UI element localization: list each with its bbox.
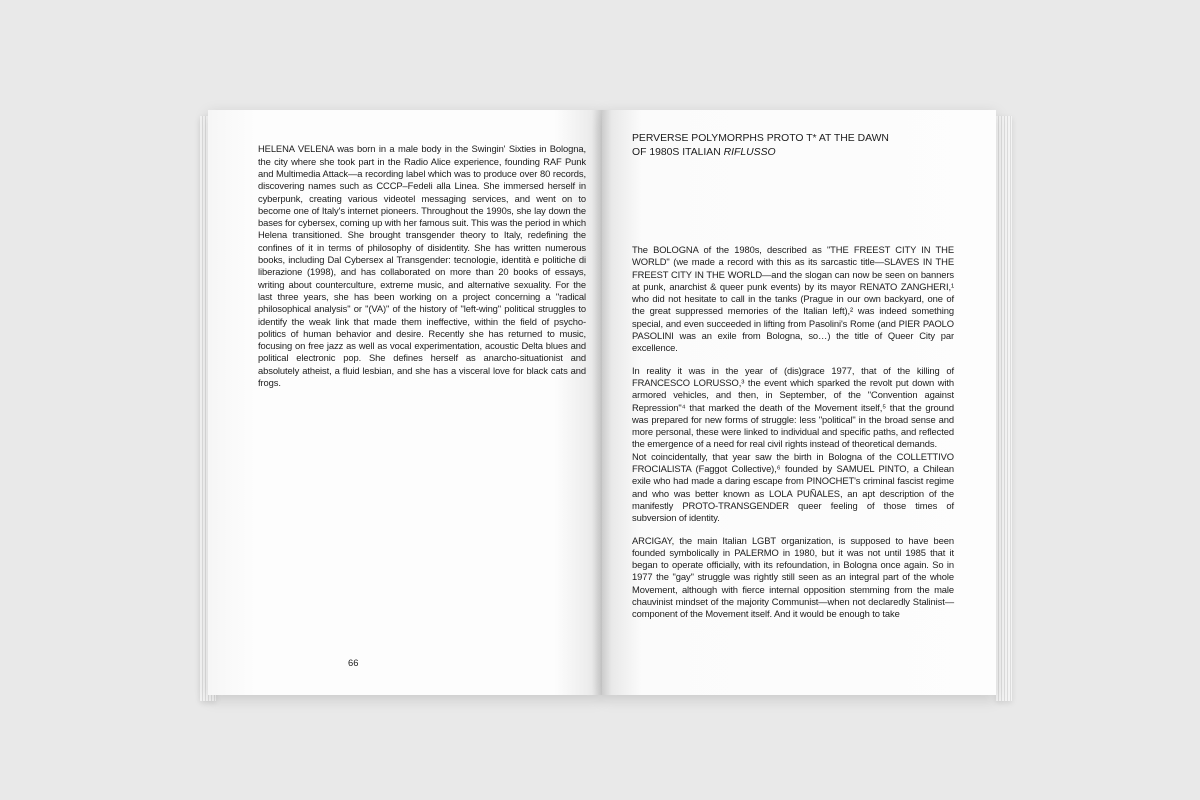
paragraph-bologna: The BOLOGNA of the 1980s, described as "THE FREEST CITY IN THE WORLD" (we made a record with this as its sarcastic title—SLAVES IN THE FREEST CITY IN THE WORLD—and the slogan can now be seen on banners at punk, anarchist & queer punk events) by its mayor RENATO ZANGHERI,¹ who did not hesitate to call in the tanks (Prague in our own backyard, one of the great suppressed memories of the Italian left),² was indeed something special, and even succeeded in lifting from Pasolini's Rome (and PIER PAOLO PASOLINI was an exile from Bologna, so…) the title of Queer City par excellence. (632, 244, 954, 354)
page-number: 66 (348, 657, 359, 668)
author-bio: HELENA VELENA was born in a male body in the Swingin' Sixties in Bologna, the city where she took part in the Radio Alice experience, founding RAF Punk and Multimedia Attack—a recording label which was to produce over 80 records, discovering names such as CCCP–Fedeli alla Linea. She immersed herself in cyberpunk, creating various videotel messaging services, and went on to become one of Italy's internet pioneers. Throughout the 1990s, she lay down the bases for cybersex, coming up with her famous suit. This was the period in which Helena transitioned. She brought transgender theory to Italy, redefining the confines of it in terms of philosophy of disidentity. She has written numerous books, including Dal Cybersex al Transgender: tecnologie, identità e politiche di liberazione (1998), and has collaborated on more than 20 books of essays, writing about counterculture, extreme music, and alternative sexuality. For the last three years, she has been working on a project concerning a "radical philosophical analysis" or "(VA)" of the history of "left-wing" political struggles to identify the weak link that made them ineffective, within the field of psycho-politics of human behavior and desire. Recently she has returned to music, focusing on free jazz as well as vocal experimentation, acoustic Delta blues and political electronic pop. She defines herself as anarcho-situationist and absolutely atheist, a fluid lesbian, and she has a visceral love for black cats and frogs. (258, 143, 586, 389)
chapter-heading (632, 132, 932, 160)
chapter-body (632, 244, 954, 631)
right-page-edges (996, 116, 1012, 701)
right-page (602, 110, 996, 695)
chapter-heading-plain: OF 1980S ITALIAN (632, 147, 724, 158)
chapter-heading-line-2 (632, 146, 932, 160)
paragraph-collettivo: Not coincidentally, that year saw the birth in Bologna of the COLLETTIVO FROCIALISTA (Faggot Collective),⁶ founded by SAMUEL PINTO, a Chilean exile who had made a daring escape from PINOCHET's criminal fascist regime and who was better known as LOLA PUÑALES, an apt description of the manifestly PROTO-TRANSGENDER queer feeling of those times of subversion of identity. (632, 450, 954, 524)
paragraph-1977: In reality it was in the year of (dis)grace 1977, that of the killing of FRANCESCO LORUSSO,³ the event which sparked the revolt put down with armored vehicles, and then, in September, of the "Convention against Repression"⁴ that marked the death of the Movement itself,⁵ that the ground was prepared for new forms of struggle: less "political" in the broad sense and more personal, these were linked to individual and specific paths, and reflected the emergence of a need for real civil rights instead of theoretical demands. (632, 364, 954, 450)
chapter-heading-line-1: PERVERSE POLYMORPHS PROTO T* AT THE DAWN (632, 133, 889, 144)
open-book (200, 110, 1012, 695)
chapter-heading-italic: RIFLUSSO (723, 147, 776, 158)
paragraph-arcigay: ARCIGAY, the main Italian LGBT organization, is supposed to have been founded symbolically in PALERMO in 1980, but it was not until 1985 that it began to operate officially, with its refoundation, in Bologna once again. So in 1977 the "gay" struggle was rightly still seen as an integral part of the whole Movement, although with fierce internal opposition stemming from the male chauvinist mindset of the majority Communist—when not declaredly Stalinist—component of the Movement itself. And it would be enough to take (632, 534, 954, 620)
left-page (208, 110, 602, 695)
